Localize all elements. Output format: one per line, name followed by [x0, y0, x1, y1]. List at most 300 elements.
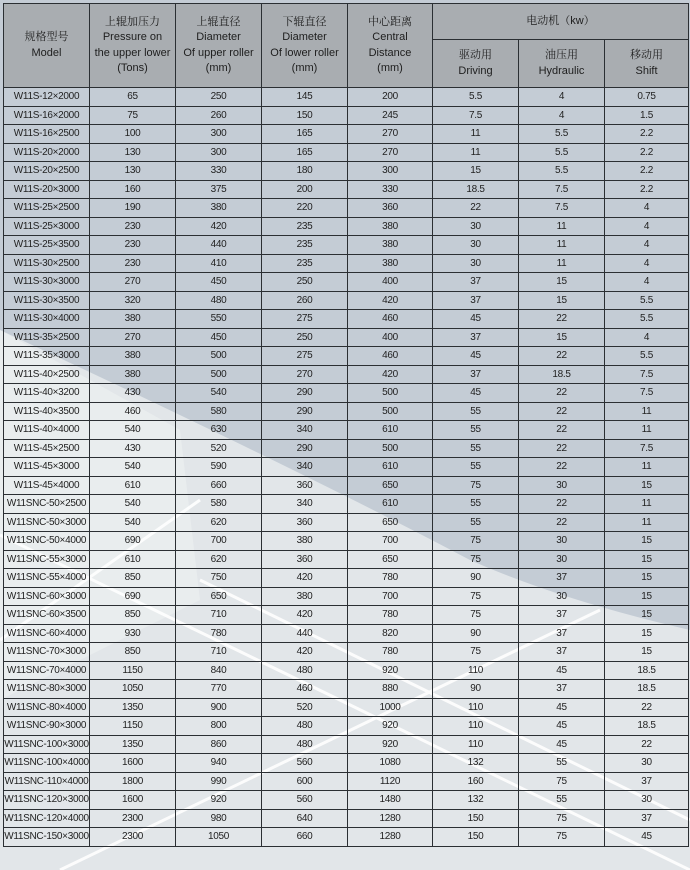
cell-pressure: 690: [90, 532, 176, 551]
cell-shift: 30: [605, 791, 689, 810]
cell-lower-diameter: 380: [262, 587, 348, 606]
cell-shift: 15: [605, 643, 689, 662]
table-row: [4, 680, 689, 699]
cell-upper-diameter: 580: [176, 495, 262, 514]
cell-upper-diameter: 780: [176, 624, 262, 643]
cell-driving: 45: [433, 347, 519, 366]
table-row: [4, 421, 689, 440]
cell-hydraulic: 7.5: [519, 180, 605, 199]
table-row: [4, 513, 689, 532]
cell-model: W11S-45×3000: [4, 458, 90, 477]
cell-pressure: 430: [90, 439, 176, 458]
cell-hydraulic: 55: [519, 754, 605, 773]
cell-model: W11SNC-80×4000: [4, 698, 90, 717]
cell-model: W11SNC-70×3000: [4, 643, 90, 662]
cell-driving: 45: [433, 384, 519, 403]
cell-shift: 2.2: [605, 180, 689, 199]
cell-model: W11S-30×2500: [4, 254, 90, 273]
cell-pressure: 130: [90, 143, 176, 162]
cell-central-distance: 880: [348, 680, 433, 699]
cell-pressure: 2300: [90, 828, 176, 847]
cell-model: W11S-30×4000: [4, 310, 90, 329]
table-row: [4, 217, 689, 236]
cell-pressure: 610: [90, 550, 176, 569]
cell-central-distance: 400: [348, 273, 433, 292]
cell-upper-diameter: 980: [176, 809, 262, 828]
cell-upper-diameter: 520: [176, 439, 262, 458]
cell-model: W11S-20×2000: [4, 143, 90, 162]
cell-driving: 55: [433, 402, 519, 421]
cell-pressure: 1150: [90, 717, 176, 736]
cell-model: W11S-40×4000: [4, 421, 90, 440]
cell-central-distance: 780: [348, 643, 433, 662]
table-row: [4, 698, 689, 717]
table-row: [4, 310, 689, 329]
cell-central-distance: 500: [348, 439, 433, 458]
cell-upper-diameter: 580: [176, 402, 262, 421]
cell-central-distance: 1080: [348, 754, 433, 773]
cell-shift: 15: [605, 476, 689, 495]
header-center-en1: Central: [372, 31, 408, 43]
cell-hydraulic: 30: [519, 532, 605, 551]
cell-model: W11S-16×2000: [4, 106, 90, 125]
cell-shift: 45: [605, 828, 689, 847]
table-row: [4, 550, 689, 569]
cell-lower-diameter: 275: [262, 310, 348, 329]
cell-lower-diameter: 165: [262, 143, 348, 162]
header-lower-dia-en2: Of lower roller: [270, 46, 339, 59]
cell-hydraulic: 5.5: [519, 162, 605, 181]
cell-lower-diameter: 260: [262, 291, 348, 310]
cell-hydraulic: 37: [519, 624, 605, 643]
cell-lower-diameter: 560: [262, 754, 348, 773]
cell-pressure: 1150: [90, 661, 176, 680]
cell-shift: 0.75: [605, 88, 689, 107]
cell-hydraulic: 22: [519, 310, 605, 329]
cell-lower-diameter: 660: [262, 828, 348, 847]
cell-hydraulic: 30: [519, 587, 605, 606]
header-upper-dia-en1: Diameter: [196, 31, 241, 43]
cell-driving: 150: [433, 828, 519, 847]
cell-upper-diameter: 590: [176, 458, 262, 477]
cell-lower-diameter: 420: [262, 569, 348, 588]
cell-upper-diameter: 620: [176, 513, 262, 532]
cell-driving: 15: [433, 162, 519, 181]
cell-hydraulic: 4: [519, 106, 605, 125]
table-row: [4, 828, 689, 847]
cell-hydraulic: 15: [519, 328, 605, 347]
cell-driving: 160: [433, 772, 519, 791]
cell-central-distance: 500: [348, 384, 433, 403]
cell-driving: 45: [433, 310, 519, 329]
cell-pressure: 230: [90, 236, 176, 255]
cell-central-distance: 920: [348, 661, 433, 680]
cell-shift: 7.5: [605, 384, 689, 403]
cell-driving: 110: [433, 661, 519, 680]
cell-driving: 150: [433, 809, 519, 828]
cell-upper-diameter: 300: [176, 143, 262, 162]
cell-model: W11S-45×4000: [4, 476, 90, 495]
cell-hydraulic: 45: [519, 735, 605, 754]
cell-lower-diameter: 360: [262, 513, 348, 532]
table-row: [4, 162, 689, 181]
cell-hydraulic: 37: [519, 569, 605, 588]
cell-central-distance: 420: [348, 291, 433, 310]
cell-pressure: 1050: [90, 680, 176, 699]
cell-shift: 2.2: [605, 125, 689, 144]
cell-model: W11S-12×2000: [4, 88, 90, 107]
cell-central-distance: 270: [348, 125, 433, 144]
table-row: [4, 125, 689, 144]
table-row: [4, 791, 689, 810]
cell-upper-diameter: 300: [176, 125, 262, 144]
cell-hydraulic: 75: [519, 828, 605, 847]
cell-hydraulic: 22: [519, 495, 605, 514]
header-lower-dia-en1: Diameter: [282, 31, 327, 43]
cell-driving: 30: [433, 236, 519, 255]
cell-driving: 37: [433, 365, 519, 384]
table-row: [4, 495, 689, 514]
cell-lower-diameter: 200: [262, 180, 348, 199]
cell-hydraulic: 45: [519, 661, 605, 680]
cell-model: W11S-40×2500: [4, 365, 90, 384]
cell-driving: 75: [433, 606, 519, 625]
cell-central-distance: 700: [348, 532, 433, 551]
cell-upper-diameter: 260: [176, 106, 262, 125]
header-lower-dia-unit: (mm): [291, 62, 318, 74]
cell-central-distance: 200: [348, 88, 433, 107]
cell-central-distance: 245: [348, 106, 433, 125]
cell-model: W11SNC-60×4000: [4, 624, 90, 643]
table-row: [4, 532, 689, 551]
header-driving-en: Driving: [458, 64, 493, 77]
cell-pressure: 2300: [90, 809, 176, 828]
cell-pressure: 850: [90, 606, 176, 625]
cell-lower-diameter: 235: [262, 217, 348, 236]
cell-model: W11SNC-50×2500: [4, 495, 90, 514]
header-lower-diameter: [262, 4, 348, 88]
cell-central-distance: 610: [348, 421, 433, 440]
cell-shift: 15: [605, 550, 689, 569]
cell-hydraulic: 5.5: [519, 125, 605, 144]
header-upper-dia-en2: Of upper roller: [183, 46, 254, 59]
cell-driving: 75: [433, 550, 519, 569]
cell-central-distance: 1000: [348, 698, 433, 717]
cell-upper-diameter: 330: [176, 162, 262, 181]
cell-shift: 1.5: [605, 106, 689, 125]
cell-lower-diameter: 180: [262, 162, 348, 181]
cell-upper-diameter: 650: [176, 587, 262, 606]
cell-shift: 18.5: [605, 717, 689, 736]
cell-pressure: 540: [90, 495, 176, 514]
cell-lower-diameter: 145: [262, 88, 348, 107]
cell-pressure: 65: [90, 88, 176, 107]
cell-lower-diameter: 250: [262, 273, 348, 292]
header-center-en2: Distance: [368, 46, 412, 59]
cell-upper-diameter: 900: [176, 698, 262, 717]
cell-driving: 132: [433, 754, 519, 773]
cell-pressure: 610: [90, 476, 176, 495]
cell-lower-diameter: 235: [262, 236, 348, 255]
cell-upper-diameter: 940: [176, 754, 262, 773]
cell-hydraulic: 37: [519, 606, 605, 625]
cell-upper-diameter: 1050: [176, 828, 262, 847]
cell-upper-diameter: 710: [176, 606, 262, 625]
cell-driving: 75: [433, 643, 519, 662]
cell-shift: 15: [605, 606, 689, 625]
cell-lower-diameter: 360: [262, 476, 348, 495]
cell-pressure: 930: [90, 624, 176, 643]
table-row: [4, 754, 689, 773]
table-row: [4, 143, 689, 162]
cell-shift: 4: [605, 217, 689, 236]
cell-lower-diameter: 360: [262, 550, 348, 569]
cell-model: W11SNC-50×4000: [4, 532, 90, 551]
cell-pressure: 430: [90, 384, 176, 403]
table-row: [4, 439, 689, 458]
cell-upper-diameter: 630: [176, 421, 262, 440]
cell-upper-diameter: 440: [176, 236, 262, 255]
cell-hydraulic: 37: [519, 643, 605, 662]
cell-hydraulic: 22: [519, 439, 605, 458]
cell-driving: 110: [433, 717, 519, 736]
cell-lower-diameter: 235: [262, 254, 348, 273]
cell-driving: 37: [433, 328, 519, 347]
cell-central-distance: 1280: [348, 809, 433, 828]
table-row: [4, 199, 689, 218]
cell-central-distance: 1280: [348, 828, 433, 847]
cell-central-distance: 650: [348, 476, 433, 495]
cell-pressure: 1800: [90, 772, 176, 791]
cell-model: W11S-35×3000: [4, 347, 90, 366]
cell-shift: 22: [605, 698, 689, 717]
table-row: [4, 624, 689, 643]
cell-hydraulic: 45: [519, 717, 605, 736]
cell-upper-diameter: 450: [176, 328, 262, 347]
cell-driving: 37: [433, 273, 519, 292]
table-row: [4, 347, 689, 366]
cell-pressure: 850: [90, 569, 176, 588]
cell-hydraulic: 22: [519, 421, 605, 440]
cell-model: W11SNC-90×3000: [4, 717, 90, 736]
cell-lower-diameter: 520: [262, 698, 348, 717]
cell-upper-diameter: 660: [176, 476, 262, 495]
cell-upper-diameter: 375: [176, 180, 262, 199]
cell-central-distance: 700: [348, 587, 433, 606]
cell-shift: 5.5: [605, 347, 689, 366]
cell-hydraulic: 45: [519, 698, 605, 717]
cell-lower-diameter: 600: [262, 772, 348, 791]
cell-lower-diameter: 340: [262, 458, 348, 477]
cell-pressure: 380: [90, 365, 176, 384]
cell-hydraulic: 22: [519, 513, 605, 532]
cell-pressure: 100: [90, 125, 176, 144]
cell-hydraulic: 7.5: [519, 199, 605, 218]
cell-central-distance: 400: [348, 328, 433, 347]
cell-model: W11S-30×3000: [4, 273, 90, 292]
cell-central-distance: 460: [348, 310, 433, 329]
table-row: [4, 180, 689, 199]
cell-driving: 55: [433, 513, 519, 532]
cell-pressure: 540: [90, 458, 176, 477]
cell-hydraulic: 30: [519, 550, 605, 569]
table-row: [4, 458, 689, 477]
cell-shift: 2.2: [605, 162, 689, 181]
cell-driving: 75: [433, 476, 519, 495]
cell-model: W11S-30×3500: [4, 291, 90, 310]
table-row: [4, 106, 689, 125]
cell-driving: 30: [433, 217, 519, 236]
table-row: [4, 384, 689, 403]
cell-central-distance: 380: [348, 236, 433, 255]
cell-shift: 22: [605, 735, 689, 754]
cell-shift: 5.5: [605, 310, 689, 329]
cell-shift: 4: [605, 328, 689, 347]
table-row: [4, 236, 689, 255]
cell-lower-diameter: 220: [262, 199, 348, 218]
cell-driving: 110: [433, 735, 519, 754]
cell-model: W11SNC-55×3000: [4, 550, 90, 569]
cell-shift: 11: [605, 402, 689, 421]
cell-model: W11SNC-60×3500: [4, 606, 90, 625]
cell-driving: 110: [433, 698, 519, 717]
table-row: [4, 569, 689, 588]
cell-model: W11S-40×3500: [4, 402, 90, 421]
cell-shift: 15: [605, 569, 689, 588]
cell-shift: 11: [605, 458, 689, 477]
cell-model: W11SNC-60×3000: [4, 587, 90, 606]
cell-shift: 2.2: [605, 143, 689, 162]
cell-shift: 5.5: [605, 291, 689, 310]
cell-upper-diameter: 710: [176, 643, 262, 662]
header-lower-dia-cn: 下辊直径: [282, 15, 327, 28]
cell-driving: 18.5: [433, 180, 519, 199]
cell-central-distance: 300: [348, 162, 433, 181]
cell-hydraulic: 22: [519, 402, 605, 421]
cell-central-distance: 380: [348, 254, 433, 273]
cell-lower-diameter: 150: [262, 106, 348, 125]
cell-lower-diameter: 480: [262, 717, 348, 736]
cell-model: W11SNC-55×4000: [4, 569, 90, 588]
cell-shift: 11: [605, 513, 689, 532]
cell-shift: 11: [605, 495, 689, 514]
cell-central-distance: 780: [348, 569, 433, 588]
table-row: [4, 328, 689, 347]
cell-shift: 7.5: [605, 439, 689, 458]
cell-shift: 4: [605, 199, 689, 218]
cell-central-distance: 420: [348, 365, 433, 384]
cell-shift: 37: [605, 809, 689, 828]
cell-pressure: 320: [90, 291, 176, 310]
cell-pressure: 130: [90, 162, 176, 181]
cell-shift: 4: [605, 273, 689, 292]
cell-hydraulic: 75: [519, 772, 605, 791]
header-pressure-unit: (Tons): [117, 62, 148, 74]
cell-central-distance: 270: [348, 143, 433, 162]
cell-pressure: 690: [90, 587, 176, 606]
cell-upper-diameter: 920: [176, 791, 262, 810]
cell-driving: 90: [433, 569, 519, 588]
cell-upper-diameter: 380: [176, 199, 262, 218]
cell-upper-diameter: 840: [176, 661, 262, 680]
cell-pressure: 540: [90, 513, 176, 532]
cell-driving: 7.5: [433, 106, 519, 125]
cell-hydraulic: 11: [519, 217, 605, 236]
cell-model: W11S-45×2500: [4, 439, 90, 458]
cell-hydraulic: 22: [519, 384, 605, 403]
table-row: [4, 606, 689, 625]
cell-upper-diameter: 990: [176, 772, 262, 791]
table-body: [4, 88, 689, 847]
cell-upper-diameter: 550: [176, 310, 262, 329]
header-center-cn: 中心距离: [368, 15, 412, 28]
cell-shift: 30: [605, 754, 689, 773]
cell-hydraulic: 11: [519, 236, 605, 255]
header-driving: [433, 40, 519, 88]
cell-hydraulic: 22: [519, 347, 605, 366]
table-row: [4, 254, 689, 273]
cell-upper-diameter: 500: [176, 365, 262, 384]
cell-upper-diameter: 700: [176, 532, 262, 551]
cell-shift: 18.5: [605, 661, 689, 680]
cell-hydraulic: 75: [519, 809, 605, 828]
cell-lower-diameter: 380: [262, 532, 348, 551]
cell-model: W11SNC-100×3000: [4, 735, 90, 754]
cell-upper-diameter: 420: [176, 217, 262, 236]
header-shift-cn: 移动用: [630, 49, 664, 61]
cell-lower-diameter: 250: [262, 328, 348, 347]
cell-upper-diameter: 750: [176, 569, 262, 588]
cell-shift: 7.5: [605, 365, 689, 384]
table-row: [4, 402, 689, 421]
cell-central-distance: 460: [348, 347, 433, 366]
table-row: [4, 88, 689, 107]
cell-upper-diameter: 410: [176, 254, 262, 273]
cell-model: W11SNC-120×4000: [4, 809, 90, 828]
cell-upper-diameter: 500: [176, 347, 262, 366]
cell-central-distance: 1480: [348, 791, 433, 810]
cell-model: W11S-25×3500: [4, 236, 90, 255]
cell-shift: 37: [605, 772, 689, 791]
table-row: [4, 365, 689, 384]
cell-driving: 75: [433, 587, 519, 606]
cell-pressure: 270: [90, 328, 176, 347]
cell-pressure: 190: [90, 199, 176, 218]
cell-central-distance: 1120: [348, 772, 433, 791]
cell-model: W11S-35×2500: [4, 328, 90, 347]
header-hydraulic-en: Hydraulic: [538, 64, 585, 77]
cell-hydraulic: 30: [519, 476, 605, 495]
cell-lower-diameter: 165: [262, 125, 348, 144]
cell-lower-diameter: 480: [262, 735, 348, 754]
table-row: [4, 587, 689, 606]
cell-central-distance: 610: [348, 458, 433, 477]
header-shift: [605, 40, 689, 88]
table-row: [4, 643, 689, 662]
table-row: [4, 735, 689, 754]
cell-driving: 132: [433, 791, 519, 810]
cell-driving: 5.5: [433, 88, 519, 107]
cell-model: W11S-16×2500: [4, 125, 90, 144]
cell-central-distance: 610: [348, 495, 433, 514]
table-row: [4, 476, 689, 495]
cell-lower-diameter: 440: [262, 624, 348, 643]
cell-lower-diameter: 275: [262, 347, 348, 366]
cell-model: W11SNC-50×3000: [4, 513, 90, 532]
header-pressure-en2: the upper lower: [94, 46, 171, 59]
cell-model: W11S-25×3000: [4, 217, 90, 236]
cell-shift: 15: [605, 532, 689, 551]
